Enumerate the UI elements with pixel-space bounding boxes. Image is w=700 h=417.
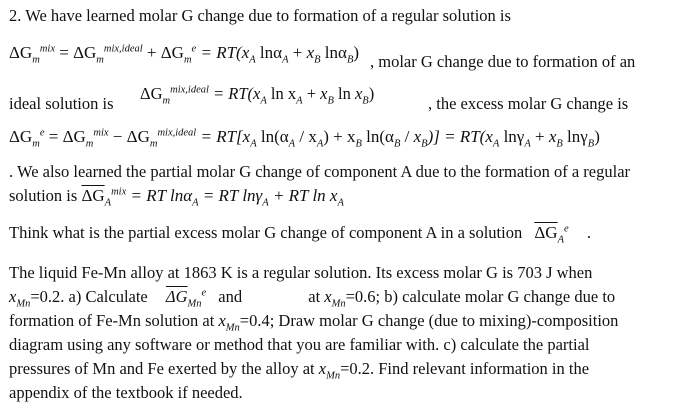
eq1-lhs: ΔG [9,43,33,62]
eq4-rhs2: = RT lnγ [202,186,263,205]
eq1-mid-sup: mix,ideal [103,43,143,55]
eq3-a: ΔG [9,127,33,146]
eq3-a-sub: m [32,138,40,150]
xmn-2-sub: Mn [331,298,346,310]
problem-number: 2. [9,6,22,25]
equation-excess [9,127,600,150]
eq3-ln-gamma-b: lnγ [567,127,588,146]
eq2-ln-xa: ln x [270,84,297,103]
eq1-close: ) [353,43,360,62]
eq3-close: ) [594,127,600,146]
partial-text-line2 [9,186,344,209]
xmn-2: x [324,287,332,306]
xmn-1: x [9,287,17,306]
eq2-rhs: = RT(x [213,84,261,103]
eq3-plus-x: + x [534,127,557,146]
para-sym-sup: e [201,287,207,299]
eq3-g-sub: B [355,138,362,150]
eq3-g: ) + x [323,127,356,146]
eq2-sub-b: B [327,95,334,107]
think-sym: $\overline{\Delta G}$ [534,223,558,242]
partial-text-prefix: solution is [9,186,78,205]
eq3-e: ln(α [260,127,289,146]
para-val: =0.6; b) calculate molar G change due to [345,287,616,306]
eq3-c-sup: mix,ideal [157,127,197,139]
think-sym-sup: e [563,223,569,235]
eq4-rhs3-sub: A [337,197,344,209]
eq4-rhs1: = RT lnα [130,186,193,205]
eq2-close: ) [368,84,375,103]
xmn-3-sub: Mn [225,322,240,334]
eq1-ln-b: lnα [324,43,347,62]
eq3-a-sup: e [39,127,45,139]
para-sym [165,287,207,310]
eq1-lhs-sub: m [32,54,40,66]
eq1-sub-a2: A [282,54,289,66]
eq2-lhs-sub: m [162,95,171,107]
eq3-gamma-sub: B [587,138,595,150]
eq3-i: lnγ [503,127,525,146]
eq1-plus-x: + x [292,43,315,62]
eq3-c: − ΔG [112,127,150,146]
eq2-plus-x: + x [306,84,328,103]
para-at: at [308,287,321,306]
eq3-d: = RT[x [200,127,251,146]
eq1-sub-b2: B [346,54,354,66]
xmn-4-sub: Mn [326,370,341,382]
para-line1: The liquid Fe-Mn alloy at 1863 K is a regular solution. Its excess molar G is 703 J when [9,263,593,282]
eq2-sub-a: A [260,95,267,107]
equation-regular-solution [9,43,360,66]
eq3-e-sub: A [288,138,296,150]
eq3-i-sub: A [524,138,531,150]
eq3-over-xb: / x [404,127,422,146]
xmn-3: x [218,311,226,330]
para-pressures-val: =0.2. Find relevant information in the [340,359,590,378]
eq1-ln: lnα [259,43,283,62]
eq1-mid: = ΔG [59,43,97,62]
eq2-lhs: ΔG [140,84,163,103]
eq2-sub-a2: A [296,95,303,107]
para-line3 [9,311,619,334]
think-symbol [534,223,573,246]
eq3-b: = ΔG [48,127,86,146]
eq1-plus-sub: m [183,54,192,66]
eq4-rhs3: + RT ln x [272,186,338,205]
partial-text-line1: . We also learned the partial molar G change of component A due to the formation of a regular [9,162,631,181]
eq2-ln-xb: ln x [338,84,363,103]
eq4-rhs2-sub: A [262,197,269,209]
eq4-lhs: $\overline{\Delta G}$ [81,186,105,205]
eq4-sup: mix [111,186,127,198]
eq3-x-sub: B [556,138,563,150]
para-calc: =0.2. a) Calculate [30,287,148,306]
eq2-sub-b2: B [362,95,369,107]
para-line6: appendix of the textbook if needed. [9,383,243,402]
eq2-note: , the excess molar G change is [428,94,629,113]
eq3-b-sub: m [85,138,94,150]
eq3-f-sub: A [316,138,324,150]
para-and: and [218,287,243,306]
think-end: . [586,223,592,242]
para-line2 [9,287,616,310]
think-sym-sub: A [557,234,564,246]
eq3-lnb-sub: B [393,138,401,150]
think-line [9,223,592,246]
eq3-xb-sub: B [421,138,428,150]
equation-ideal [140,84,375,107]
xmn-1-sub: Mn [16,298,31,310]
para-formation-val: =0.4; Draw molar G change (due to mixing)-composition [239,311,619,330]
think-text: Think what is the partial excess molar G change of component A in a solution [9,223,523,242]
para-formation: formation of Fe-Mn solution at [9,311,215,330]
para-sym-sub: Mn [187,298,202,310]
eq1-lhs-sup: mix [39,43,55,55]
para-line5 [9,359,590,382]
eq3-b-sup: mix [93,127,109,139]
ideal-solution-label: ideal solution is [9,94,114,113]
eq1-plus: + ΔG [146,43,184,62]
xmn-4: x [318,359,327,378]
eq1-rhs: = RT(x [200,43,250,62]
eq4-sub: A [104,197,112,209]
eq1-sub-a: A [249,54,256,66]
eq3-h: )] = RT(x [427,127,493,146]
para-sym-delta: $\overline{\Delta G}$ [165,287,188,306]
eq1-plus-sup: e [191,43,197,55]
eq3-d-sub: A [250,138,257,150]
para-pressures: pressures of Mn and Fe exerted by the alloy at [9,359,315,378]
intro-text: We have learned molar G change due to formation of a regular solution is [25,6,511,25]
eq2-lhs-sup: mix,ideal [170,84,209,96]
eq3-f: / x [299,127,317,146]
eq3-ln-b: ln(α [366,127,394,146]
intro-line [9,6,511,26]
eq3-c-sub: m [149,138,158,150]
eq1-mid-sub: m [96,54,104,66]
eq1-sub-b: B [314,54,321,66]
eq1-note: , molar G change due to formation of an [370,52,636,71]
para-line4: diagram using any software or method that you are familiar with. c) calculate the partial [9,335,590,354]
eq3-h-sub: A [492,138,500,150]
eq4-rhs1-sub: A [192,197,199,209]
equation-partial [81,186,344,209]
